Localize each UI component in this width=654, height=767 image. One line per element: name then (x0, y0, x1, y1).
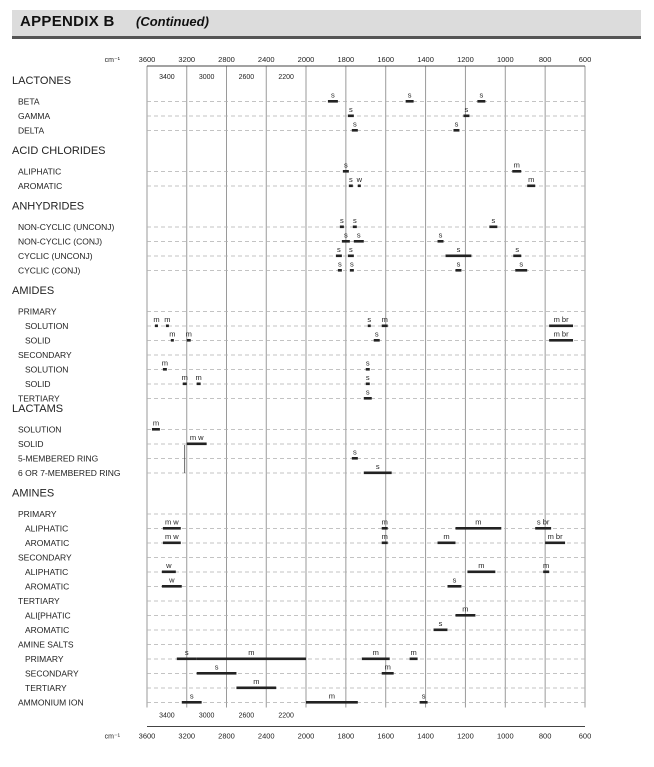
top-tick-label: 1600 (377, 55, 395, 64)
row-label: DELTA (18, 125, 45, 136)
absorption-band (410, 658, 418, 661)
band-intensity-label: m (381, 517, 388, 527)
row-label: PRIMARY (25, 654, 64, 664)
band-intensity-label: w (166, 561, 172, 570)
band-intensity-label: s (184, 648, 189, 657)
band-intensity-label: m (443, 532, 450, 541)
row-label: GAMMA (18, 111, 51, 121)
top-tick-label: 800 (538, 55, 552, 64)
absorption-band (171, 339, 174, 342)
row-label: TERTIARY (25, 683, 67, 693)
bottom-alt-tick-label: 3000 (198, 712, 215, 720)
absorption-band (447, 585, 461, 588)
row-label: AROMATIC (25, 581, 70, 592)
band-intensity-label: s (438, 230, 443, 240)
band-intensity-label: s (365, 373, 370, 382)
band-intensity-label: m (381, 532, 388, 541)
absorption-band (455, 269, 461, 272)
band-intensity-label: s (374, 329, 379, 339)
band-intensity-label: s (352, 447, 357, 457)
band-intensity-label: s (365, 387, 370, 397)
appendix-subtitle: (Continued) (136, 14, 209, 29)
absorption-band (166, 325, 169, 328)
band-intensity-label: m (528, 175, 535, 184)
absorption-band (187, 339, 191, 342)
band-intensity-label: s (367, 315, 372, 324)
absorption-band (366, 368, 370, 371)
absorption-band (163, 527, 181, 530)
band-intensity-label: w (169, 575, 175, 585)
absorption-band (177, 658, 197, 661)
absorption-band (348, 255, 354, 258)
band-intensity-label: m br (553, 315, 569, 324)
absorption-band (527, 185, 535, 188)
band-intensity-label: s br (536, 517, 550, 527)
band-intensity-label: s (479, 90, 484, 100)
absorption-band (446, 255, 472, 258)
top-alt-tick-label: 3400 (159, 74, 175, 81)
band-intensity-label: s (339, 216, 344, 225)
absorption-band (352, 129, 358, 132)
top-alt-tick-label: 2600 (238, 74, 255, 81)
row-label: ALIPHATIC (18, 166, 62, 177)
band-intensity-label: s (464, 105, 469, 114)
row-label: PRIMARY (18, 509, 57, 519)
top-tick-label: 1200 (457, 55, 474, 64)
band-intensity-label: s (456, 245, 461, 254)
band-intensity-label: s (338, 259, 342, 269)
absorption-band (368, 325, 371, 328)
absorption-band (163, 542, 181, 545)
bottom-tick-label: 1200 (457, 731, 474, 741)
band-intensity-label: s (189, 691, 194, 701)
band-intensity-label: s (349, 259, 354, 269)
row-label: CYCLIC (UNCONJ) (18, 251, 93, 261)
row-label: SECONDARY (25, 668, 79, 679)
band-intensity-label: m (185, 329, 192, 339)
bottom-alt-tick-label: 2600 (238, 712, 255, 720)
row-label: AROMATIC (25, 538, 70, 548)
bottom-tick-label: 600 (578, 731, 592, 741)
absorption-band (366, 383, 370, 386)
absorption-band (515, 269, 527, 272)
bottom-tick-label: 2800 (218, 731, 235, 741)
absorption-band (162, 585, 182, 588)
row-label: AROMATIC (25, 625, 70, 635)
band-intensity-label: m (169, 329, 176, 339)
group-label: LACTAMS (12, 403, 64, 415)
group-label: AMINES (12, 487, 55, 500)
absorption-band (455, 527, 501, 530)
band-intensity-label: s (352, 216, 357, 225)
band-intensity-label: m w (164, 517, 179, 527)
absorption-band (549, 339, 573, 342)
band-intensity-label: m (181, 373, 188, 382)
band-intensity-label: m (161, 358, 169, 368)
absorption-band (489, 226, 497, 229)
band-intensity-label: s (519, 259, 524, 269)
absorption-band (406, 100, 414, 103)
band-intensity-label: s (337, 245, 341, 254)
absorption-band (187, 443, 207, 446)
absorption-band (549, 325, 573, 328)
top-tick-label: 2800 (218, 55, 235, 64)
band-intensity-label: m br (553, 329, 569, 339)
row-label: AROMATIC (18, 181, 63, 191)
absorption-band (342, 240, 350, 243)
absorption-band (343, 170, 349, 173)
bottom-tick-label: 1800 (337, 731, 355, 741)
absorption-band (336, 255, 342, 258)
top-alt-tick-label: 2200 (278, 74, 294, 81)
absorption-band (477, 100, 485, 103)
bottom-alt-tick-label: 3400 (159, 712, 175, 720)
absorption-band (438, 240, 444, 243)
band-intensity-label: s (343, 230, 348, 240)
absorption-band (155, 325, 158, 328)
band-intensity-label: m (513, 160, 520, 170)
absorption-band (512, 170, 521, 173)
row-label: AMMONIUM ION (18, 697, 84, 708)
bottom-tick-label: 2400 (257, 731, 275, 741)
row-label: NON-CYCLIC (CONJ) (18, 236, 103, 247)
band-intensity-label: m (410, 648, 417, 657)
absorption-band (348, 115, 354, 118)
band-intensity-label: m (164, 315, 171, 324)
top-tick-label: 3200 (178, 55, 196, 64)
absorption-band (382, 542, 388, 545)
absorption-band (364, 397, 372, 400)
group-label: AMIDES (12, 285, 55, 297)
band-intensity-label: s (438, 619, 443, 628)
group-label: ACID CHLORIDES (12, 145, 106, 157)
band-intensity-label: s (454, 119, 459, 129)
row-label: TERTIARY (18, 393, 60, 404)
band-intensity-label: s (343, 160, 348, 170)
row-label: SOLUTION (25, 364, 69, 375)
band-intensity-label: m (195, 373, 202, 382)
absorption-band (328, 100, 338, 103)
absorption-band (354, 240, 364, 243)
absorption-band (420, 701, 428, 704)
band-intensity-label: m (384, 662, 391, 672)
band-intensity-label: s (491, 216, 496, 225)
row-label: SOLID (25, 335, 51, 346)
top-alt-tick-label: 3000 (198, 74, 215, 81)
absorption-band (353, 226, 357, 229)
band-intensity-label: m (543, 561, 550, 570)
absorption-band (163, 368, 167, 371)
row-label: ALI[PHATIC (25, 610, 71, 621)
absorption-band (438, 542, 456, 545)
group-label: LACTONES (12, 75, 72, 87)
bottom-tick-label: 1600 (377, 731, 395, 741)
absorption-band (306, 701, 358, 704)
absorption-band (453, 129, 459, 132)
top-tick-label: 600 (578, 55, 592, 64)
absorption-band (545, 542, 565, 545)
absorption-band (152, 428, 160, 431)
absorption-band (513, 255, 521, 258)
row-label: NON-CYCLIC (UNCONJ) (18, 222, 115, 232)
absorption-band (382, 325, 388, 328)
row-label: SOLUTION (25, 321, 69, 331)
absorption-band (162, 571, 176, 574)
top-tick-label: 1400 (417, 55, 434, 64)
absorption-band (338, 269, 342, 272)
band-intensity-label: s (352, 119, 357, 129)
absorption-band (467, 571, 495, 574)
band-intensity-label: m (462, 604, 469, 614)
absorption-band (183, 383, 187, 386)
absorption-band (350, 269, 354, 272)
bottom-tick-label: 2000 (297, 731, 315, 741)
row-label: SOLID (25, 379, 51, 389)
row-label: TERTIARY (18, 596, 60, 606)
absorption-band (535, 527, 551, 530)
absorption-band (197, 658, 306, 661)
band-intensity-label: m w (164, 532, 179, 541)
row-label: BETA (18, 96, 40, 107)
absorption-band (362, 658, 390, 661)
row-label: SOLID (18, 439, 44, 449)
absorption-band (382, 527, 388, 530)
top-tick-label: 1000 (496, 55, 514, 64)
top-tick-label: 2400 (257, 55, 275, 64)
band-intensity-label: m (478, 561, 485, 570)
band-intensity-label: m (328, 691, 336, 701)
bottom-tick-label: 3200 (178, 731, 196, 741)
top-tick-label: 1800 (337, 55, 355, 64)
bottom-tick-label: 1000 (496, 731, 514, 741)
band-intensity-label: m (372, 648, 379, 657)
band-intensity-label: s (452, 575, 457, 585)
top-tick-label: 3600 (138, 55, 156, 64)
absorption-band (197, 383, 201, 386)
band-intensity-label: s (348, 175, 353, 184)
band-intensity-label: m (153, 315, 160, 324)
absorption-band (197, 672, 237, 675)
absorption-band (352, 457, 358, 460)
absorption-band (236, 687, 276, 690)
band-intensity-label: m (475, 517, 482, 527)
unit-label-top: cm⁻¹ (104, 57, 120, 64)
appendix-title: APPENDIX B (20, 13, 115, 30)
band-intensity-label: s (375, 462, 380, 471)
row-label: 6 OR 7-MEMBERED RING (18, 468, 121, 478)
band-intensity-label: s (365, 358, 370, 368)
row-label: ALIPHATIC (25, 567, 69, 577)
absorption-band (349, 185, 353, 188)
absorption-band (463, 115, 469, 118)
band-intensity-label: m (253, 677, 260, 686)
bottom-tick-label: 800 (538, 731, 552, 741)
absorption-band (358, 185, 361, 188)
absorption-band (364, 472, 392, 475)
group-label: ANHYDRIDES (12, 200, 85, 213)
row-label: SOLUTION (18, 424, 62, 435)
row-label: AMINE SALTS (18, 639, 74, 650)
top-tick-label: 2000 (297, 55, 315, 64)
bottom-alt-tick-label: 2200 (278, 712, 294, 720)
band-intensity-label: s (515, 245, 520, 254)
bottom-tick-label: 3600 (138, 731, 156, 741)
absorption-band (382, 672, 394, 675)
absorption-band (455, 614, 475, 617)
row-label: PRIMARY (18, 306, 57, 317)
bottom-tick-label: 1400 (417, 731, 434, 741)
absorption-band (374, 339, 380, 342)
unit-label-bottom: cm⁻¹ (104, 733, 120, 741)
band-intensity-label: s (214, 662, 219, 672)
band-intensity-label: m (152, 418, 160, 428)
absorption-band (434, 629, 448, 632)
band-intensity-label: m w (189, 433, 204, 442)
band-intensity-label: s (421, 691, 426, 701)
row-label: ALIPHATIC (25, 523, 69, 534)
absorption-band (543, 571, 549, 574)
band-intensity-label: m br (547, 532, 563, 541)
row-label: CYCLIC (CONJ) (18, 265, 81, 276)
band-intensity-label: s (407, 90, 412, 100)
band-intensity-label: s (331, 90, 335, 100)
band-intensity-label: m (248, 648, 255, 657)
row-label: 5-MEMBERED RING (18, 453, 99, 464)
band-intensity-label: s (456, 259, 461, 269)
band-intensity-label: s (356, 230, 361, 240)
band-intensity-label: s (348, 245, 353, 254)
band-intensity-label: m (381, 315, 388, 324)
band-intensity-label: s (348, 105, 353, 114)
band-intensity-label: w (356, 175, 363, 184)
absorption-band (182, 701, 202, 704)
row-label: SECONDARY (18, 552, 72, 563)
absorption-band (340, 226, 344, 229)
row-label: SECONDARY (18, 350, 72, 360)
